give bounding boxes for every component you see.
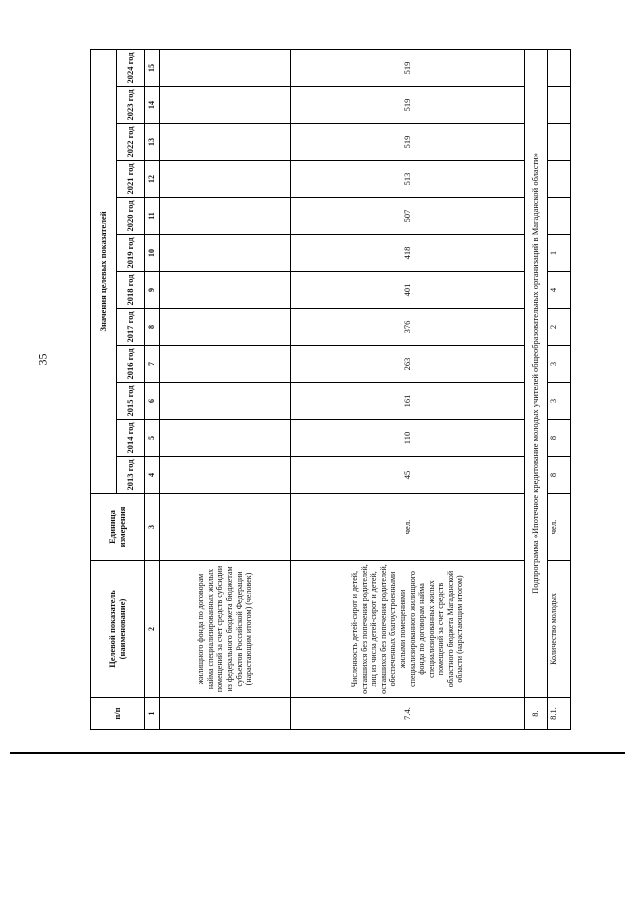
row8-num: 8.: [525, 698, 548, 730]
header-indicator: Целевой показатель (наименование): [91, 561, 145, 698]
row81-num: 8.1.: [548, 698, 571, 730]
cont-name: жилищного фонда по договорам найма специализированных жилых помещений за счет средств субсидии из федерального бюджета бюджетам субъектов Российской Федерации (нарастающим итогом) (человек): [160, 561, 291, 698]
cont-unit: [160, 494, 291, 561]
header-year-5: 2018 год: [117, 272, 145, 309]
row74-value-8: 513: [291, 161, 525, 198]
cont-num: [160, 698, 291, 730]
row74-value-7: 507: [291, 198, 525, 235]
row74-value-10: 519: [291, 87, 525, 124]
column-index-2: 3: [145, 494, 160, 561]
rotated-table-wrapper: [90, 50, 640, 730]
cont-value-1: [160, 420, 291, 457]
header-year-2: 2015 год: [117, 383, 145, 420]
header-year-0: 2013 год: [117, 457, 145, 494]
row74-value-6: 418: [291, 235, 525, 272]
cont-value-2: [160, 383, 291, 420]
cont-value-0: [160, 457, 291, 494]
column-index-10: 11: [145, 198, 160, 235]
header-year-6: 2019 год: [117, 235, 145, 272]
cont-value-4: [160, 309, 291, 346]
row74-value-5: 401: [291, 272, 525, 309]
header-year-10: 2023 год: [117, 87, 145, 124]
horizontal-rule: [10, 752, 625, 754]
column-index-3: 4: [145, 457, 160, 494]
row74-name: Численность детей-сирот и детей, оставшихся без попечения родителей, лиц из числа детей-сирот и детей, оставшихся без попечения родителей, обеспеченных благоустроенными жилыми помещениями специализированного жилищного фонда по договорам найма специализированных жилых помещений за счет средств областного бюджета Магаданской области (нарастающим итогом): [291, 561, 525, 698]
column-index-12: 13: [145, 124, 160, 161]
cont-value-3: [160, 346, 291, 383]
row74-value-2: 161: [291, 383, 525, 420]
row81-value-1: 8: [548, 420, 571, 457]
cont-value-8: [160, 161, 291, 198]
header-unit: Единица измерения: [91, 494, 145, 561]
header-year-8: 2021 год: [117, 161, 145, 198]
header-year-4: 2017 год: [117, 309, 145, 346]
column-index-9: 10: [145, 235, 160, 272]
column-index-5: 6: [145, 383, 160, 420]
page-number: 35: [35, 353, 50, 366]
column-index-11: 12: [145, 161, 160, 198]
column-index-13: 14: [145, 87, 160, 124]
row81-name: Количество молодых: [548, 561, 571, 698]
row74-value-11: 519: [291, 49, 525, 86]
row81-value-0: 8: [548, 457, 571, 494]
row74-num: 7.4.: [291, 698, 525, 730]
row74-value-1: 110: [291, 420, 525, 457]
column-index-1: 2: [145, 561, 160, 698]
cont-value-7: [160, 198, 291, 235]
column-index-14: 15: [145, 49, 160, 86]
row81-value-3: 3: [548, 346, 571, 383]
column-index-8: 9: [145, 272, 160, 309]
header-year-11: 2024 год: [117, 49, 145, 86]
row81-unit: чел.: [548, 494, 571, 561]
header-year-7: 2020 год: [117, 198, 145, 235]
cont-value-6: [160, 235, 291, 272]
cont-value-9: [160, 124, 291, 161]
row81-value-6: 1: [548, 235, 571, 272]
row81-value-8: [548, 161, 571, 198]
header-num: п/п: [91, 698, 145, 730]
cont-value-5: [160, 272, 291, 309]
row74-unit: чел.: [291, 494, 525, 561]
column-index-7: 8: [145, 309, 160, 346]
header-year-9: 2022 год: [117, 124, 145, 161]
row81-value-7: [548, 198, 571, 235]
row8-subprogram-title: Подпрограмма «Ипотечное кредитование молодых учителей общеобразовательных организаций в Магаданской области»: [525, 49, 548, 697]
column-index-4: 5: [145, 420, 160, 457]
row81-value-11: [548, 49, 571, 86]
cont-value-10: [160, 87, 291, 124]
cont-value-11: [160, 49, 291, 86]
row74-value-9: 519: [291, 124, 525, 161]
row74-value-4: 376: [291, 309, 525, 346]
column-index-0: 1: [145, 698, 160, 730]
header-year-3: 2016 год: [117, 346, 145, 383]
header-year-1: 2014 год: [117, 420, 145, 457]
row81-value-9: [548, 124, 571, 161]
row81-value-10: [548, 87, 571, 124]
header-values-group: Значения целевых показателей: [91, 49, 117, 493]
row74-value-3: 263: [291, 346, 525, 383]
target-indicators-table: [90, 49, 571, 730]
row81-value-2: 3: [548, 383, 571, 420]
row81-value-4: 2: [548, 309, 571, 346]
column-index-6: 7: [145, 346, 160, 383]
row81-value-5: 4: [548, 272, 571, 309]
row74-value-0: 45: [291, 457, 525, 494]
